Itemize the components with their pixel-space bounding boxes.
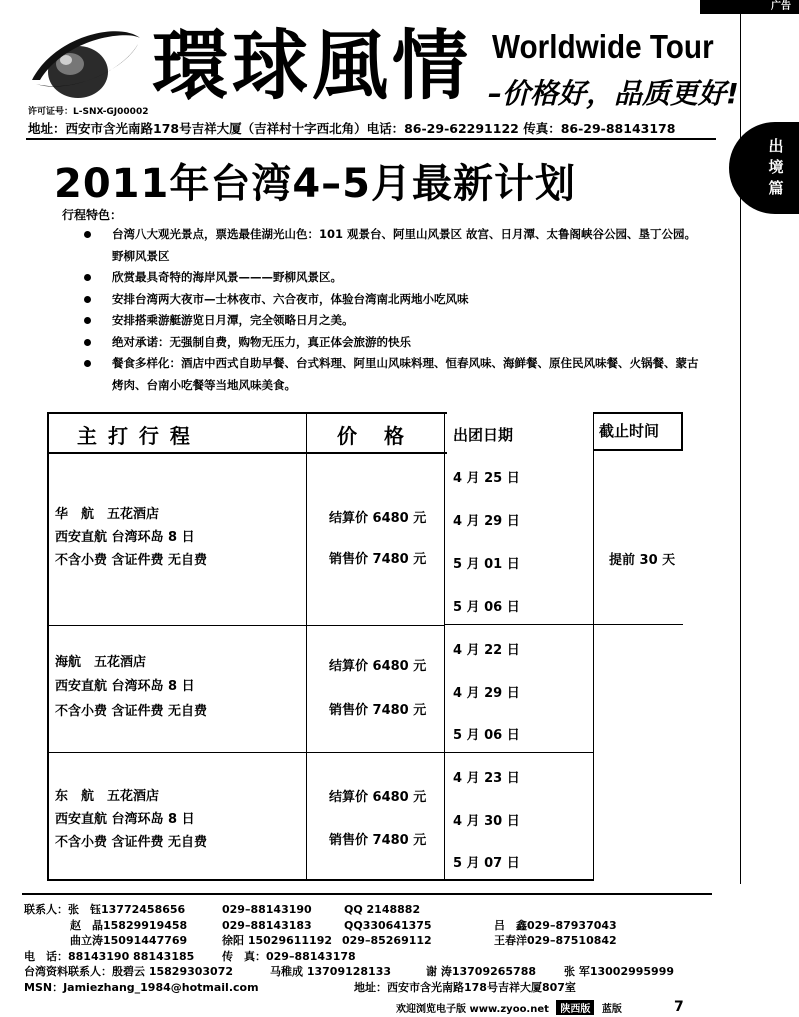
itinerary-table [47,412,683,881]
contact-text: 传 真：029–88143178 [222,949,356,963]
bullet-icon [84,231,91,238]
header-price: 价 格 [337,424,404,448]
row2-note: 不含小费 含证件费 无自费 [55,704,208,719]
contact-text: 张 军13002995999 [564,965,675,978]
contact-text: 台湾资料联系人：殷碧云 15829303072 [24,965,234,978]
contact-text: 029–85269112 [342,934,432,947]
deadline-value: 提前 30 天 [609,553,676,568]
header-route: 主 打 行 程 [77,424,192,448]
contact-row [24,918,744,934]
bullet-icon [84,274,91,281]
row1-note: 不含小费 含证件费 无自费 [55,553,208,568]
table-line [47,412,49,881]
table-line [444,412,445,881]
row2-retail-price: 销售价 7480 元 [329,703,427,718]
row2-settle-price: 结算价 6480 元 [329,659,427,674]
row1-date: 5 月 01 日 [453,557,520,572]
row1-date: 4 月 29 日 [453,514,520,529]
footer-welcome: 欢迎浏览电子版 www.zyoo.net [396,1004,549,1015]
brand-slogan: –价格好，品质更好! [488,77,739,110]
row3-note: 不含小费 含证件费 无自费 [55,835,208,850]
contact-text: 马稚成 13709128133 [270,965,392,978]
contact-text: QQ 2148882 [344,903,421,916]
header-deadline: 截止时间 [599,422,660,440]
footer-version: 蓝版 [601,1004,622,1015]
row3-airline: 东 航 五花酒店 [55,789,160,804]
footer-bar [396,1000,622,1016]
row3-date: 4 月 30 日 [453,814,520,829]
contact-text: 王春洋029–87510842 [494,934,617,947]
company-address: 地址：西安市含光南路178号吉祥大厦（吉祥村十字西北角）电话：86-29-62291122 传真：86-29-88143178 [28,121,676,136]
row2-date: 5 月 06 日 [453,728,520,743]
contact-text: 联系人：张 钰13772458656 [24,903,186,916]
table-line [593,449,683,451]
contact-row [24,933,744,949]
header-departure: 出团日期 [453,426,514,444]
contact-text: 电 话：88143190 88143185 [24,949,195,963]
table-line [593,412,683,414]
row3-date: 5 月 07 日 [453,856,520,871]
license-number: 许可证号：L-SNX-GJ00002 [28,107,149,117]
contact-text: 029–88143190 [222,903,312,916]
row1-date: 5 月 06 日 [453,600,520,615]
brand-name-cn: 環球風情 [152,21,472,110]
list-item: 台湾八大观光景点，票选最佳湖光山色：101 观景台、阿里山风景区 故宫、日月潭、太鲁阁峡谷公园、垦丁公园。野柳风景区 [84,224,704,267]
table-line [47,752,593,753]
row2-airline: 海航 五花酒店 [55,655,147,670]
contacts-divider [22,893,712,895]
contact-text: QQ330641375 [344,918,432,932]
table-line [593,412,594,881]
table-line [681,412,683,451]
contacts-block [24,902,744,995]
row3-route: 西安直航 台湾环岛 8 日 [55,812,195,827]
table-line [47,452,447,454]
list-item: 安排台湾两大夜市—士林夜市、六合夜市，体验台湾南北两地小吃风味 [84,289,704,311]
footer-edition-badge: 陕西版 [556,1000,594,1015]
row1-settle-price: 结算价 6480 元 [329,511,427,526]
header-divider [26,138,716,140]
table-line [47,412,447,414]
page-number: 7 [674,999,684,1015]
contact-text: 029–88143183 [222,918,312,932]
list-item: 绝对承诺：无强制自费，购物无压力，真正体会旅游的快乐 [84,332,704,354]
list-item: 安排搭乘游艇游览日月潭，完全领略日月之美。 [84,310,704,332]
list-item: 餐食多样化：酒店中西式自助早餐、台式料理、阿里山风味料理、恒春风味、海鲜餐、原住民风味餐、火锅餐、蒙古烤肉、台南小吃餐等当地风味美食。 [84,353,704,396]
features-list [84,224,704,396]
contact-text: 赵 晶15829919458 [70,918,188,932]
row1-airline: 华 航 五花酒店 [55,507,160,522]
list-item: 欣赏最具奇特的海岸风景———野柳风景区。 [84,267,704,289]
ad-tag: 广告 [700,0,799,14]
table-line [47,625,445,626]
row1-route: 西安直航 台湾环岛 8 日 [55,530,195,545]
contact-row [24,980,744,996]
page-title: 2011年台湾4–5月最新计划 [54,161,576,207]
table-line [47,879,593,881]
features-label: 行程特色： [62,208,123,222]
bullet-icon [84,296,91,303]
contact-text: MSN：Jamiezhang_1984@hotmail.com [24,980,259,994]
contact-text: 曲立涛15091447769 [70,934,188,947]
row1-date: 4 月 25 日 [453,471,520,486]
row3-settle-price: 结算价 6480 元 [329,790,427,805]
row1-retail-price: 销售价 7480 元 [329,552,427,567]
bullet-icon [84,360,91,367]
row2-route: 西安直航 台湾环岛 8 日 [55,679,195,694]
contact-text: 徐阳 15029611192 [222,934,333,947]
side-tab-label: 出境篇 [768,137,784,197]
contact-row [24,964,744,980]
contact-row [24,902,744,918]
table-line [306,412,307,881]
table-line [445,624,683,625]
contact-text: 谢 涛13709265788 [426,965,537,978]
globe-logo-icon [26,24,146,104]
bullet-icon [84,339,91,346]
contact-text: 吕 鑫029–87937043 [494,918,617,932]
contact-row [24,949,744,965]
bullet-icon [84,317,91,324]
contact-text: 地址：西安市含光南路178号吉祥大厦807室 [354,980,576,994]
row2-date: 4 月 22 日 [453,643,520,658]
row2-date: 4 月 29 日 [453,686,520,701]
row3-date: 4 月 23 日 [453,771,520,786]
row3-retail-price: 销售价 7480 元 [329,833,427,848]
brand-name-en: Worldwide Tour [492,28,714,65]
